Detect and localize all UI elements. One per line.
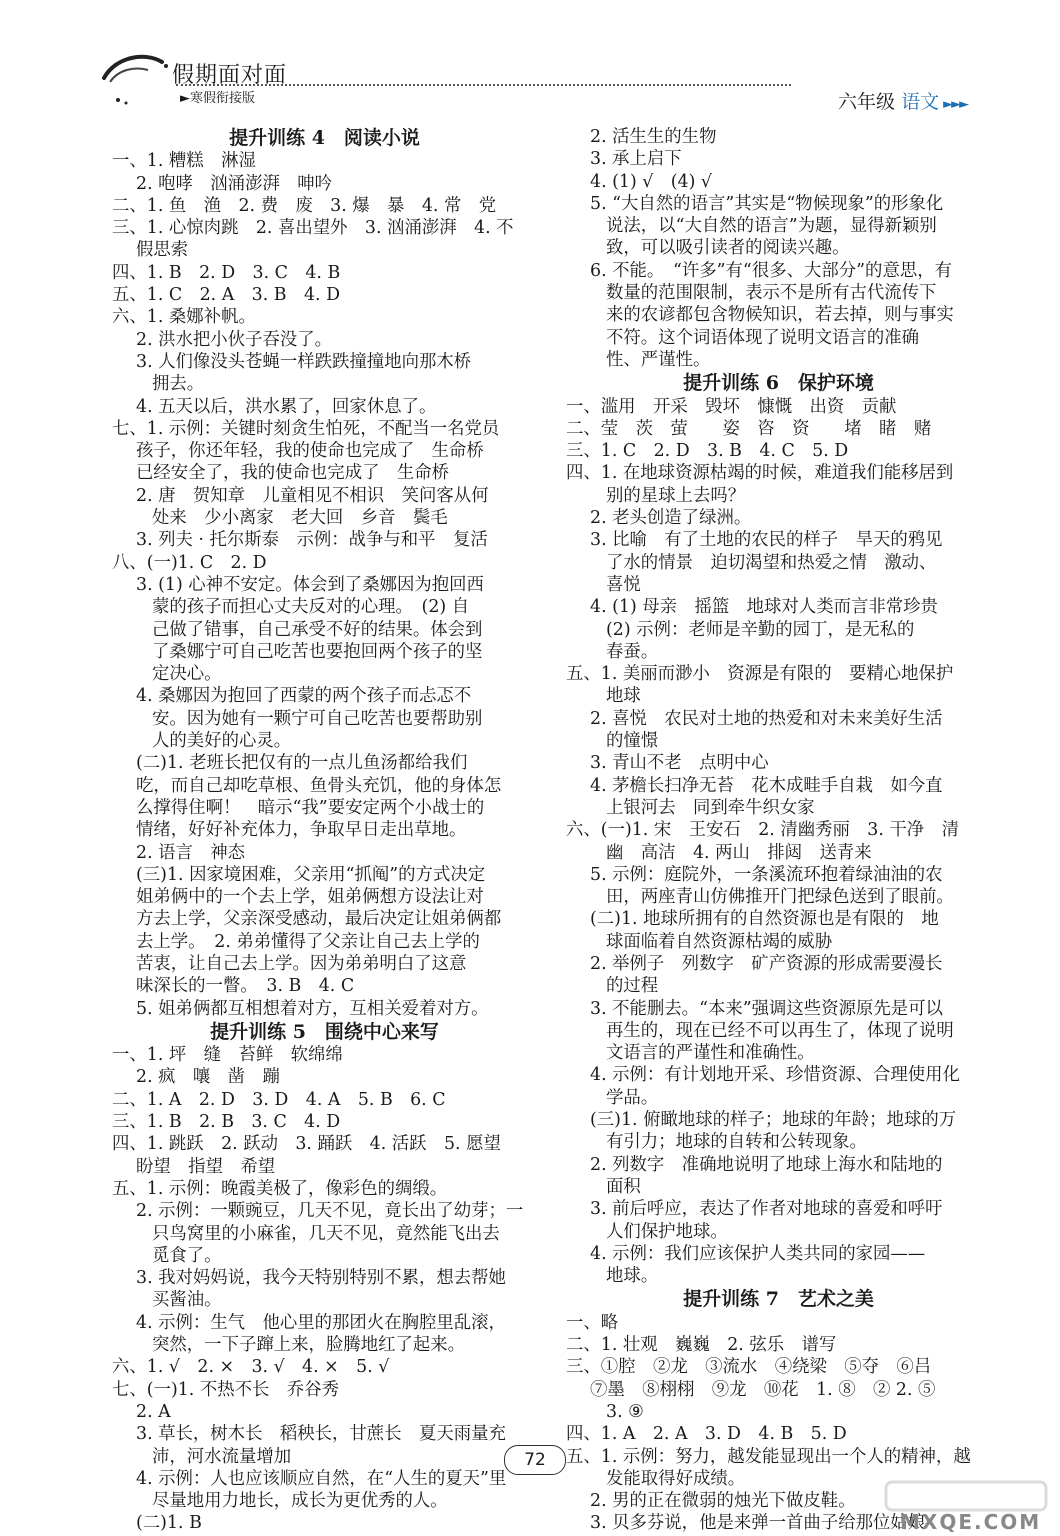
- answer-line: 四、1. 跳跃 2. 跃动 3. 踊跃 4. 活跃 5. 愿望: [112, 1134, 501, 1155]
- answer-line: 突然，一下子蹿上来，脸腾地红了起来。: [152, 1335, 466, 1356]
- answer-line: 别的星球上去吗？: [606, 485, 746, 506]
- answer-line: 七、1. 示例：关键时刻贪生怕死，不配当一名党员: [112, 418, 500, 439]
- answer-line: 盼望 指望 希望: [136, 1156, 276, 1177]
- section-title: 提升训练 4 阅读小说: [229, 127, 420, 149]
- answer-line: 的憧憬: [606, 731, 659, 752]
- section-title: 提升训练 5 围绕中心来写: [210, 1020, 439, 1043]
- answer-line: 只鸟窝里的小麻雀，几天不见，竟然能飞出去: [152, 1223, 500, 1244]
- answer-line: 五、1. 美丽而渺小 资源是有限的 要精心地保护: [566, 664, 954, 685]
- page-header: [0, 0, 1060, 120]
- answer-line: 上银河去 同到牵牛织女家: [606, 797, 815, 818]
- answer-line: 2. 洪水把小伙子吞没了。: [136, 329, 333, 350]
- answer-line: 来的农谚都包含物候知识，若去掉，则与事实: [606, 305, 954, 326]
- answer-line: 二、1. A 2. D 3. D 4. A 5. B 6. C: [112, 1089, 446, 1110]
- watermark-text: MXQE.COM: [900, 1510, 1042, 1534]
- answer-line: 5. “大自然的语言”其实是“物候现象”的形象化: [590, 193, 944, 214]
- answer-line: 五、1. C 2. A 3. B 4. D: [112, 285, 341, 306]
- answer-line: 六、(一)1. 宋 王安石 2. 清幽秀丽 3. 干净 清: [566, 820, 959, 841]
- answer-line: 学品。: [606, 1087, 659, 1108]
- edition-label: ►寒假衔接版: [180, 91, 255, 106]
- answer-line: (二)1. B: [136, 1513, 202, 1534]
- answer-line: 4. 茅檐长扫净无苔 花木成畦手自栽 如今直: [590, 775, 943, 796]
- answer-line: 人的美好的心灵。: [152, 731, 292, 752]
- page-number: 72: [504, 1445, 566, 1475]
- answer-line: 一、1. 糟糕 淋湿: [112, 151, 256, 172]
- answer-line: 面积: [606, 1176, 641, 1197]
- answer-line: 情绪，好好补充体力，争取早日走出草地。: [136, 820, 467, 841]
- answer-line: 沛，河水流量增加: [152, 1446, 292, 1467]
- answer-line: 2. 咆哮 汹涌澎湃 呻吟: [136, 173, 333, 194]
- answer-line: 了水的情景 迫切渴望和热爱之情 激动、: [606, 552, 937, 573]
- answer-line: 2. 示例：一颗豌豆，几天不见，竟长出了幼芽；一: [136, 1201, 524, 1222]
- answer-line: 安。因为她有一颗宁可自己吃苦也要帮助别: [152, 708, 483, 729]
- answer-line: 假思索: [136, 240, 189, 261]
- subject-label: 语文: [901, 91, 940, 113]
- answer-line: 去上学。 2. 弟弟懂得了父亲让自己去上学的: [136, 931, 480, 952]
- answer-line: 2. 唐 贺知章 儿童相见不相识 笑问客从何: [136, 485, 489, 506]
- answer-line: 觅食了。: [152, 1245, 222, 1266]
- answer-line: 3. ⑨: [606, 1401, 644, 1422]
- answer-line: 说法，以“大自然的语言”为题，显得新颖别: [606, 216, 937, 237]
- answer-line: 2. 语言 神态: [136, 842, 246, 863]
- answer-line: 5. 姐弟俩都互相想着对方，互相关爱着对方。: [136, 998, 489, 1019]
- answer-line: 发能取得好成绩。: [606, 1468, 746, 1489]
- answer-line: 了桑娜宁可自己吃苦也要抱回两个孩子的坚: [152, 641, 483, 662]
- answer-line: (三)1. 俯瞰地球的样子；地球的年龄；地球的万: [590, 1110, 957, 1131]
- answer-line: 3. 我对妈妈说，我今天特别特别不累，想去帮她: [136, 1268, 506, 1289]
- answer-line: 姐弟俩中的一个去上学，姐弟俩想方设法让对: [136, 887, 484, 908]
- answer-line: (二)1. 地球所拥有的自然资源也是有限的 地: [590, 909, 939, 930]
- section-title: 提升训练 7 艺术之美: [683, 1288, 874, 1311]
- answer-line: 2. 男的正在微弱的烛光下做皮鞋。: [590, 1491, 856, 1512]
- answer-line: 二、莹 茨 萤 姿 咨 资 堵 睹 赌: [566, 418, 932, 439]
- answer-line: 味深长的一瞥。 3. B 4. C: [136, 976, 355, 997]
- answer-line: 已经安全了，我的使命也完成了 生命桥: [136, 463, 450, 484]
- answer-line: 买酱油。: [152, 1290, 222, 1311]
- answer-line: 6. 不能。 “许多”有“很多、大部分”的意思，有: [590, 260, 953, 281]
- answer-line: 2. 疯 嚷 凿 蹦: [136, 1067, 280, 1088]
- answer-line: 2. 活生生的生物: [590, 127, 717, 147]
- answer-line: 3. 青山不老 点明中心: [590, 753, 769, 774]
- answer-line: 3. 不能删去。“本来”强调这些资源原先是可以: [590, 998, 943, 1019]
- answer-line: 有引力；地球的自转和公转现象。: [606, 1132, 867, 1153]
- answer-line: 七、(一)1. 不热不长 乔谷秀: [112, 1379, 339, 1400]
- grade-subject: [838, 87, 967, 114]
- answer-line: 4. 示例：生气 他心里的那团火在胸腔里乱滚，: [136, 1312, 506, 1333]
- answer-line: 2. 老头创造了绿洲。: [590, 508, 752, 529]
- answer-line: 吃，而自己却吃草根、鱼骨头充饥，他的身体怎: [136, 775, 502, 796]
- answer-line: 二、1. 壮观 巍巍 2. 弦乐 谱写: [566, 1335, 837, 1356]
- answer-line: 三、1. C 2. D 3. B 4. C 5. D: [566, 441, 849, 462]
- arrows-icon: ►►►: [943, 97, 968, 112]
- answer-line: 四、1. B 2. D 3. C 4. B: [112, 262, 341, 283]
- answer-line: 春蚕。: [606, 641, 659, 662]
- answer-line: 一、略: [566, 1312, 619, 1333]
- answer-line: 不符。这个词语体现了说明文语言的准确: [606, 327, 920, 348]
- answer-line: 地球。: [606, 1266, 659, 1287]
- answer-line: ⑦墨 ⑧栩栩 ⑨龙 ⑩花 1. ⑧ ② 2. ⑤: [590, 1379, 936, 1400]
- answer-line: 4. (1) √ (4) √: [590, 171, 712, 192]
- answer-line: 3. 列夫 · 托尔斯泰 示例：战争与和平 复活: [136, 530, 488, 551]
- answer-line: 3. 承上启下: [590, 149, 682, 170]
- answer-line: 球面临着自然资源枯竭的威胁: [606, 931, 833, 952]
- answer-line: 苦衷，让自己去上学。因为弟弟明白了这意: [136, 953, 467, 974]
- answer-line: 拥去。: [152, 374, 205, 395]
- answer-line: 2. 列数字 准确地说明了地球上海水和陆地的: [590, 1154, 943, 1175]
- answer-line: 一、滥用 开采 毁坏 慷慨 出资 贡献: [566, 396, 897, 417]
- answer-line: 4. 五天以后，洪水累了，回家休息了。: [136, 396, 437, 417]
- answer-line: 四、1. A 2. A 3. D 4. B 5. D: [566, 1424, 847, 1445]
- left-answer-column: [112, 126, 537, 1535]
- answer-line: (三)1. 因家境困难，父亲用“抓阄”的方式决定: [136, 864, 486, 885]
- answer-line: 五、1. 示例：努力，越发能显现出一个人的精神，越: [566, 1446, 971, 1467]
- answer-line: 定决心。: [152, 664, 222, 685]
- answer-line: 一、1. 坪 缝 苔鲜 软绵绵: [112, 1045, 343, 1066]
- answer-line: 三、1. 心惊肉跳 2. 喜出望外 3. 汹涌澎湃 4. 不: [112, 218, 514, 239]
- answer-line: 3. (1) 心神不安定。体会到了桑娜因为抱回西: [136, 574, 484, 595]
- answer-line: 3. 比喻 有了土地的农民的样子 旱天的鸦见: [590, 530, 943, 551]
- answer-line: 田，两座青山仿佛推开门把绿色送到了眼前。: [606, 887, 954, 908]
- answer-line: 方去上学，父亲深受感动，最后决定让姐弟俩都: [136, 909, 502, 930]
- answer-line: 3. 贝多芬说，他是来弹一首曲子给那位姑娘: [590, 1513, 926, 1534]
- answer-line: (2) 示例：老师是辛勤的园丁，是无私的: [606, 619, 915, 640]
- answer-line: 数量的范围限制，表示不是所有古代流传下: [606, 283, 937, 304]
- answer-line: 地球: [606, 686, 641, 707]
- answer-line: 蒙的孩子而担心丈夫反对的心理。 (2) 自: [152, 597, 470, 618]
- header-divider: [176, 84, 791, 86]
- answer-line: 的过程: [606, 976, 659, 997]
- answer-line: 三、1. B 2. B 3. C 4. D: [112, 1112, 341, 1133]
- answer-line: 么撑得住啊！ 暗示“我”要安定两个小战士的: [136, 797, 485, 818]
- answer-line: 尽量地用力地长，成长为更优秀的人。: [152, 1491, 448, 1512]
- answer-line: 性、严谨性。: [606, 349, 711, 370]
- answer-line: 3. 前后呼应，表达了作者对地球的喜爱和呼吁: [590, 1199, 943, 1220]
- answer-line: 八、(一)1. C 2. D: [112, 552, 267, 573]
- answer-line: 二、1. 鱼 渔 2. 费 废 3. 爆 暴 4. 常 党: [112, 195, 497, 216]
- section-title: 提升训练 6 保护环境: [683, 372, 874, 395]
- answer-line: 处来 少小离家 老大回 乡音 鬓毛: [152, 508, 448, 529]
- answer-line: 幽 高洁 4. 两山 排闼 送青来: [606, 842, 872, 863]
- answer-line: (二)1. 老班长把仅有的一点儿鱼汤都给我们: [136, 753, 468, 774]
- answer-line: 4. 示例：有计划地开采、珍惜资源、合理使用化: [590, 1065, 960, 1086]
- answer-line: 喜悦: [606, 574, 641, 595]
- answer-line: 4. 桑娜因为抱回了西蒙的两个孩子而忐忑不: [136, 686, 472, 707]
- answer-line: 再生的，现在已经不可以再生了，体现了说明: [606, 1020, 954, 1041]
- answer-line: 2. A: [136, 1401, 171, 1422]
- answer-line: 六、1. 桑娜补帆。: [112, 307, 256, 328]
- answer-line: 四、1. 在地球资源枯竭的时候，难道我们能移居到: [566, 463, 954, 484]
- answer-line: 致，可以吸引读者的阅读兴趣。: [606, 238, 850, 259]
- answer-line: 人们保护地球。: [606, 1221, 728, 1242]
- answer-line: 三、①腔 ②龙 ③流水 ④绕梁 ⑤夺 ⑥吕: [566, 1357, 932, 1378]
- brand-title: 假期面对面: [172, 63, 288, 88]
- answer-line: 3. 人们像没头苍蝇一样跌跌撞撞地向那木桥: [136, 351, 472, 372]
- answer-line: 3. 草长，树木长 稻秧长，甘蔗长 夏天雨量充: [136, 1424, 506, 1445]
- answer-line: 孩子，你还年轻，我的使命也完成了 生命桥: [136, 441, 484, 462]
- answer-line: 六、1. √ 2. × 3. √ 4. × 5. √: [112, 1357, 390, 1378]
- answer-line: 2. 喜悦 农民对土地的热爱和对未来美好生活: [590, 708, 943, 729]
- answer-line: 2. 举例子 列数字 矿产资源的形成需要漫长: [590, 953, 943, 974]
- answer-line: 文语言的严谨性和准确性。: [606, 1043, 815, 1064]
- logo-swoosh-icon: [96, 48, 176, 108]
- answer-line: 己做了错事，自己承受不好的结果。体会到: [152, 619, 483, 640]
- answer-line: 4. 示例：我们应该保护人类共同的家园——: [590, 1243, 926, 1264]
- grade-label: 六年级: [838, 91, 896, 113]
- answer-line: 4. (1) 母亲 摇篮 地球对人类而言非常珍贵: [590, 597, 938, 618]
- right-answer-column: [566, 126, 991, 1535]
- answer-line: 4. 示例：人也应该顺应自然，在“人生的夏天”里: [136, 1468, 507, 1489]
- answer-line: 五、1. 示例：晚霞美极了，像彩色的绸缎。: [112, 1178, 448, 1199]
- answer-line: 5. 示例：庭院外，一条溪流环抱着绿油油的农: [590, 864, 943, 885]
